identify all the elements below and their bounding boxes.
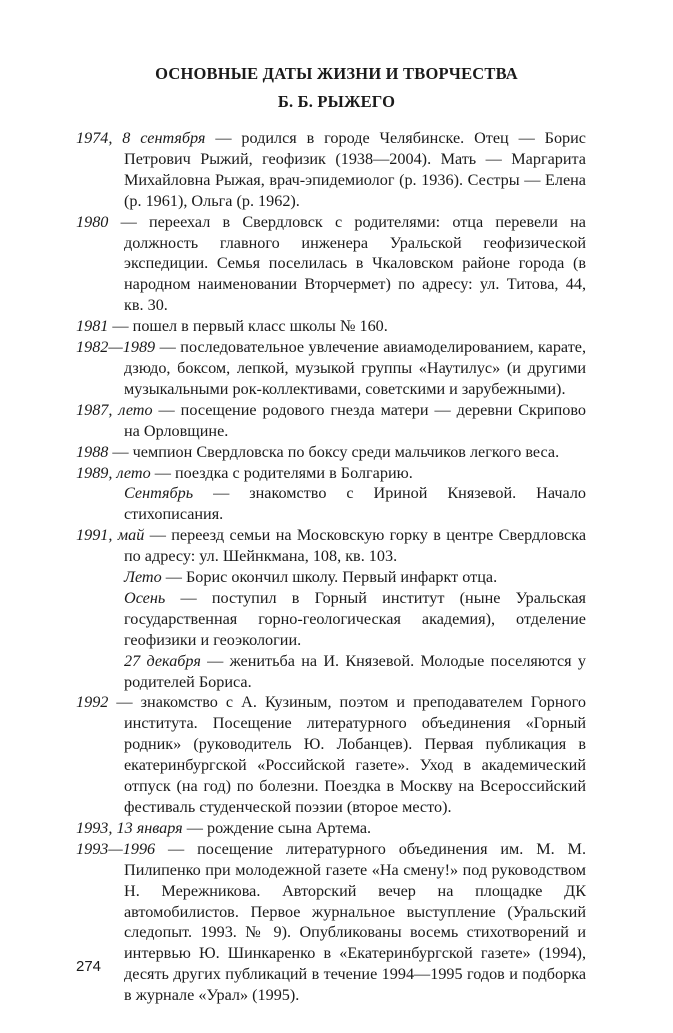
entry-date: 1981	[76, 317, 109, 336]
chronology-entry	[76, 400, 586, 442]
entry-text: — поездка с родителями в Болгарию.	[150, 463, 413, 482]
entry-text: — Борис окончил школу. Первый инфаркт отца.	[161, 568, 498, 587]
entry-date: 1989, лето	[76, 463, 151, 482]
entry-text: — чемпион Свердловска по боксу среди мальчиков легкого веса.	[108, 442, 560, 461]
page-title-line-1: ОСНОВНЫЕ ДАТЫ ЖИЗНИ И ТВОРЧЕСТВА	[155, 64, 518, 83]
chronology-entry	[76, 818, 586, 839]
entry-text: — рождение сына Артема.	[182, 818, 372, 837]
chronology-subentry	[76, 588, 586, 651]
entry-date: 1974, 8 сентября	[76, 129, 206, 147]
entry-text: — посещение родового гнезда матери — деревни Скрипово на Орловщине.	[124, 400, 587, 440]
chronology-entry	[76, 337, 586, 400]
chronology-entry	[76, 316, 586, 337]
entry-text: — родился в городе Челябинске. Отец — Борис Петрович Рыжий, геофизик (1938—2004). Мать — Маргарита Михайловна Рыжая, врач-эпидемиолог (р. 1936). Сестры — Елена (р. 1961), Ольга (р. 1962).	[124, 129, 586, 210]
chronology-entry	[76, 212, 586, 317]
entry-date: Осень	[124, 588, 166, 607]
entry-date: 27 декабря	[124, 651, 201, 670]
entry-text: — пошел в первый класс школы № 160.	[108, 317, 388, 336]
entry-text: — женитьба на И. Князевой. Молодые поселяются у родителей Бориса.	[124, 651, 586, 691]
entry-text: — посещение литературного объединения им. М. М. Пилипенко при молодежной газете «На смену!» под руководством Н. Мережникова. Авторский вечер на площадке ДК автомобилистов. Первое журнальное выступление (Уральский следопыт. 1993. № 9). Опубликованы восемь стихотворений и интервью Ю. Шинкаренко в «Екатеринбургской газете» (1994), десять других публикаций в течение 1994—1995 годов и подборка в журнале «Урал» (1995).	[124, 839, 586, 1005]
entry-text: — знакомство с Ириной Князевой. Начало стихописания.	[124, 484, 586, 524]
chronology-list	[76, 128, 586, 1006]
chronology-entry	[76, 839, 586, 1006]
entry-date: Сентябрь	[124, 484, 194, 503]
chronology-subentry	[76, 567, 586, 588]
entry-date: 1992	[76, 693, 109, 712]
entry-date: 1988	[76, 442, 109, 461]
entry-text: — переезд семьи на Московскую горку в центре Свердловска по адресу: ул. Шейнкмана, 108, кв. 103.	[124, 526, 587, 566]
entry-date: 1993—1996	[76, 839, 156, 858]
entry-date: 1982—1989	[76, 338, 156, 357]
entry-text: — знакомство с А. Кузиным, поэтом и преподавателем Горного института. Посещение литературного объединения «Горный родник» (руководитель Ю. Лобанцев). Первая публикация в екатеринбургской «Российской газете». Уход в академический отпуск (на год) по болезни. Поездка в Москву на Всероссийский фестиваль студенческой поэзии (второе место).	[108, 693, 586, 816]
chronology-entry	[76, 128, 586, 212]
entry-text: — поступил в Горный институт (ныне Уральская государственная горно-геологическая академия), отделение геофизики и геоэкологии.	[124, 588, 586, 649]
chronology-subentry	[76, 483, 586, 525]
chronology-entry	[76, 692, 586, 817]
chronology-subentry	[76, 651, 586, 693]
entry-date: Лето	[124, 568, 162, 587]
entry-text: — переехал в Свердловск с родителями: отца перевели на должность главного инженера Уральской геофизической экспедиции. Семья поселилась в Чкаловском районе города (в народном наименовании Вторчермет) по адресу: ул. Титова, 44, кв. 30.	[108, 212, 586, 315]
chronology-entry	[76, 442, 586, 463]
entry-date: 1987, лето	[76, 400, 153, 419]
page-title-line-2: Б. Б. РЫЖЕГО	[277, 92, 396, 111]
entry-date: 1980	[76, 212, 109, 231]
page-number: 274	[76, 958, 102, 975]
chronology-entry	[76, 463, 586, 484]
entry-date: 1991, май	[76, 526, 145, 545]
entry-date: 1993, 13 января	[76, 818, 183, 837]
chronology-entry	[76, 525, 586, 567]
entry-text: — последовательное увлечение авиамоделированием, карате, дзюдо, боксом, лепкой, музыкой группы «Наутилус» (и другими музыкальными рок-коллективами, советскими и зарубежными).	[124, 338, 586, 398]
